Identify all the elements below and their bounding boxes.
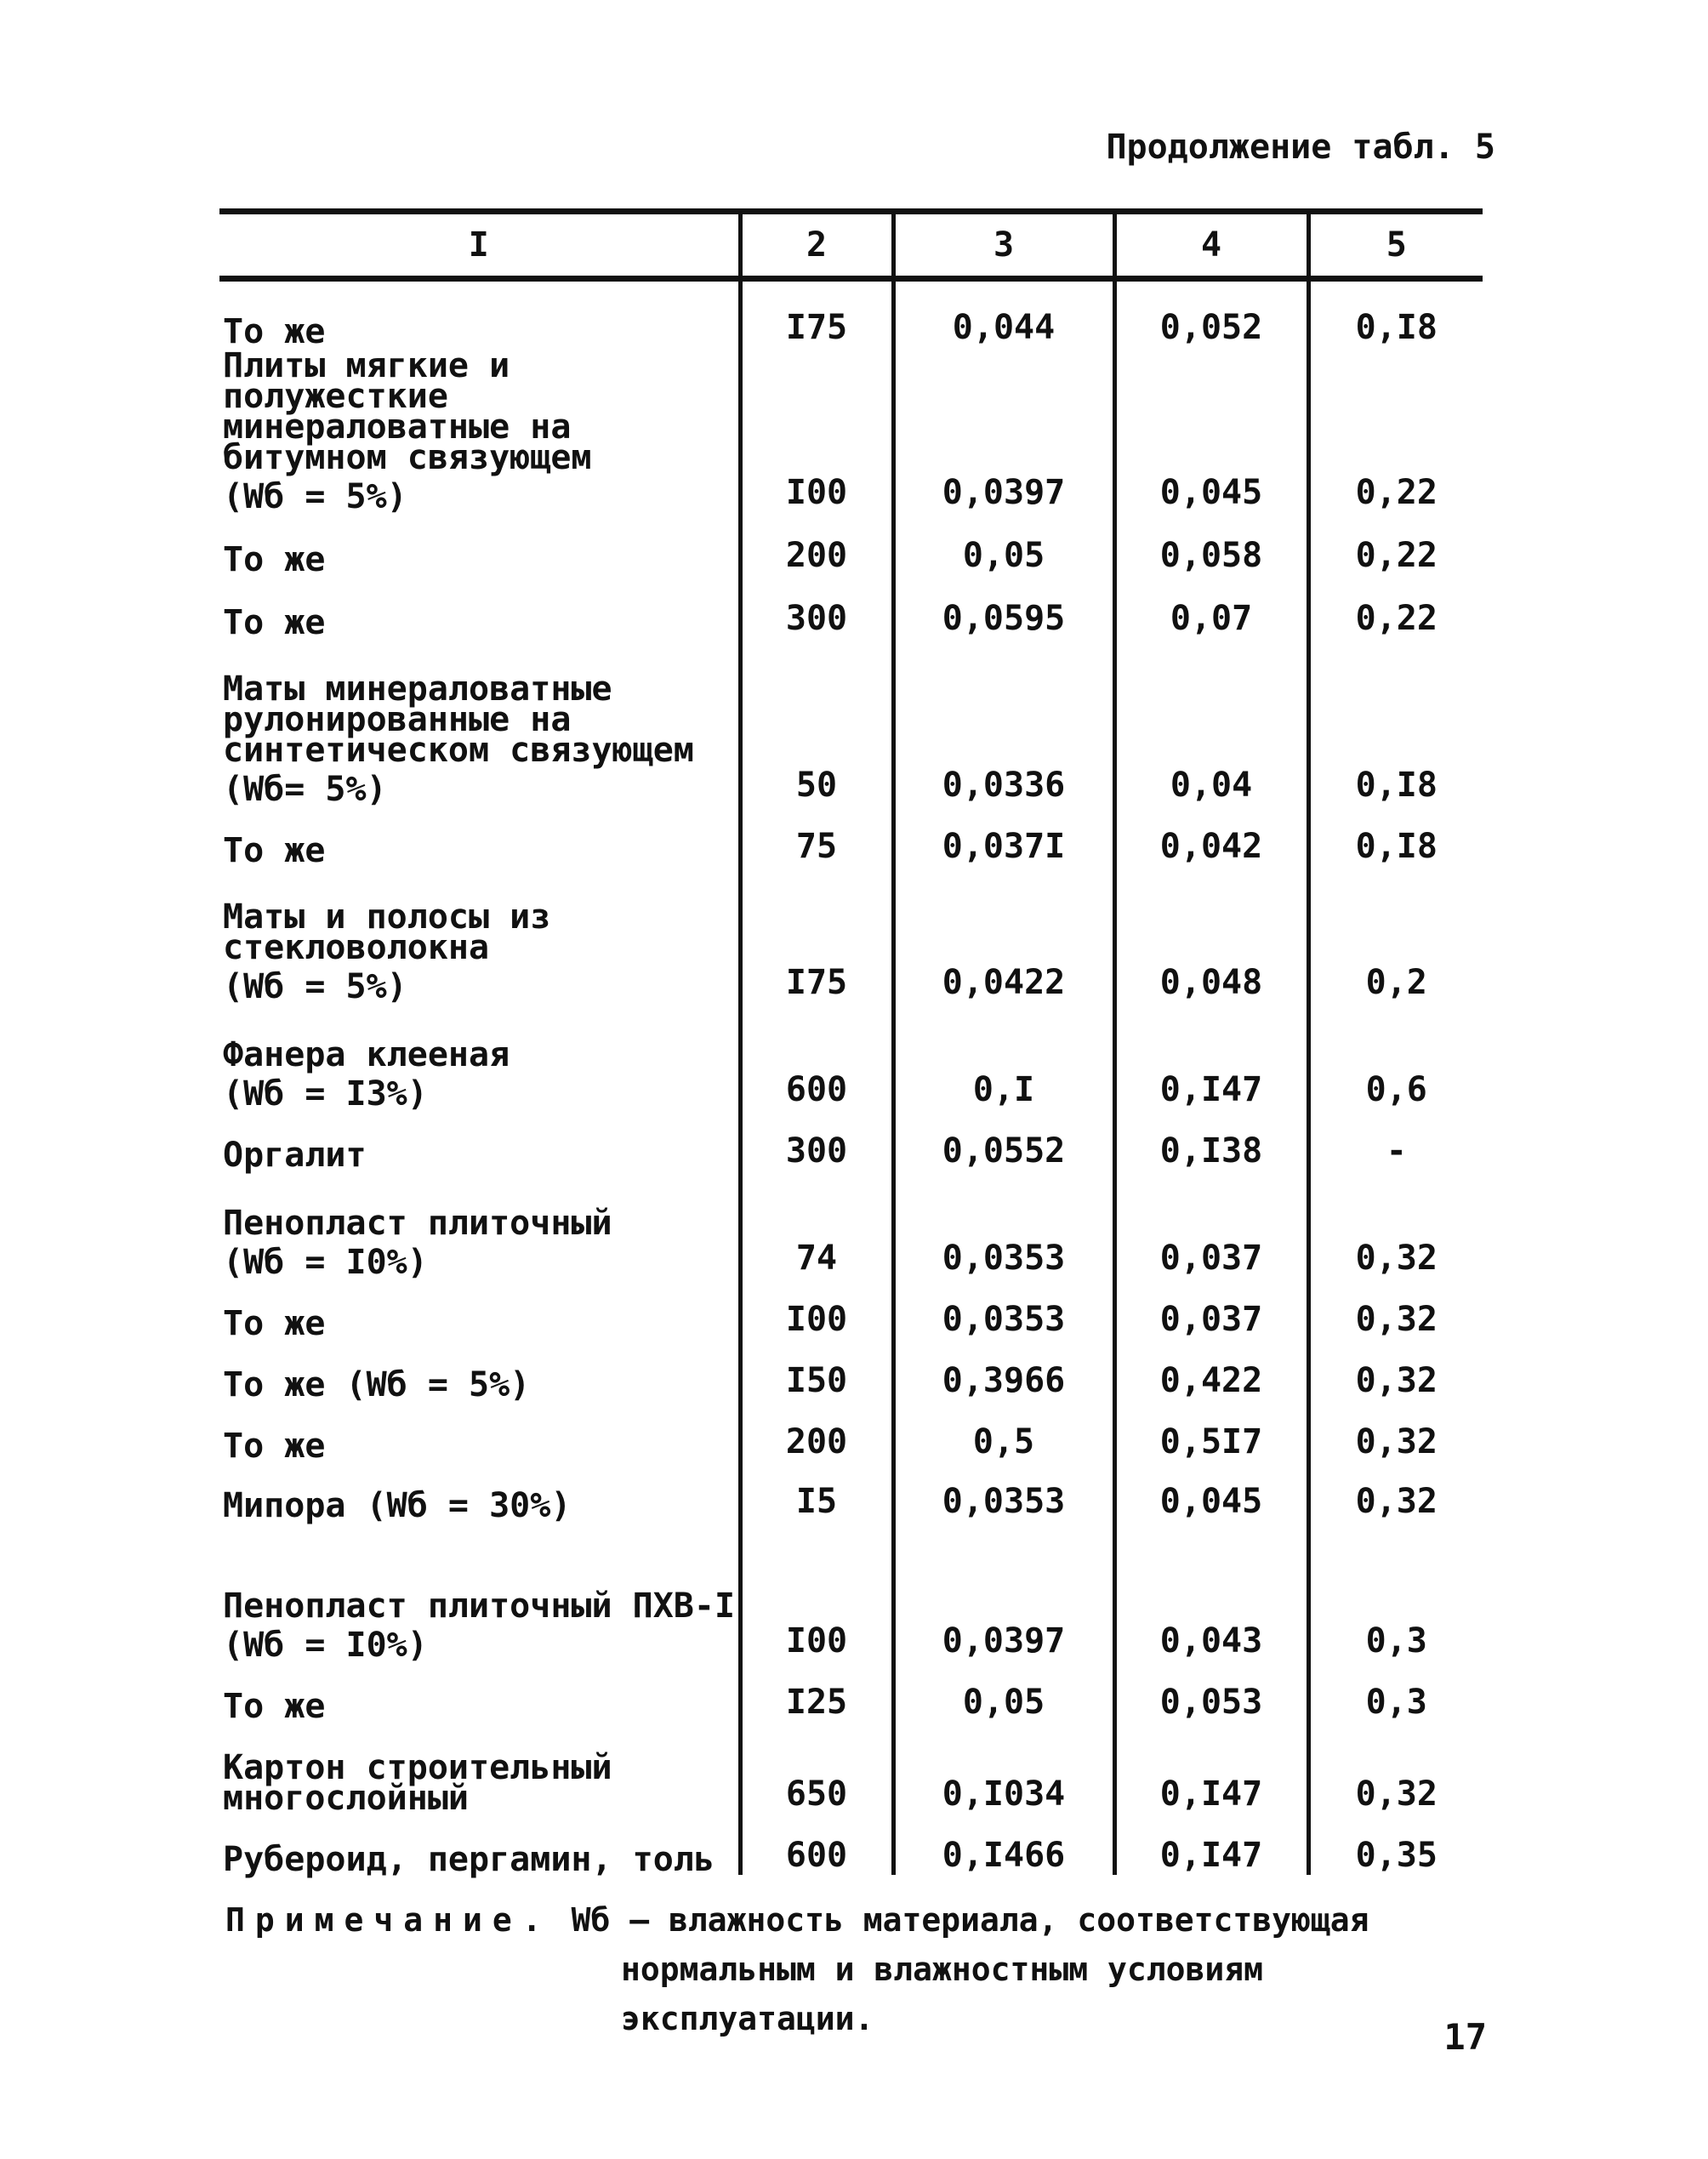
material-name-cell bbox=[219, 1814, 740, 1879]
table-row bbox=[219, 1661, 1483, 1722]
material-name: То же bbox=[223, 1686, 326, 1726]
value-cell-c4: 0,037 bbox=[1114, 1171, 1308, 1278]
material-name: Рубероид, пергамин, толь bbox=[223, 1839, 715, 1879]
value-cell-c4: 0,422 bbox=[1114, 1339, 1308, 1400]
material-name-cell bbox=[219, 1171, 740, 1282]
material-name: Плиты мягкие и полужесткие минераловатные на битумном связующем bbox=[223, 345, 592, 477]
moisture-condition: (Wб= 5%) bbox=[223, 769, 387, 809]
value-cell-c5: 0,22 bbox=[1308, 512, 1483, 575]
table-row bbox=[219, 1278, 1483, 1339]
table-row bbox=[219, 638, 1483, 805]
table-row bbox=[219, 1002, 1483, 1109]
value-cell-c3: 0,0353 bbox=[893, 1461, 1114, 1521]
value-cell-c2: I25 bbox=[740, 1661, 893, 1722]
moisture-condition: (Wб = 5%) bbox=[223, 476, 407, 516]
table-row bbox=[219, 347, 1483, 512]
table-row bbox=[219, 1461, 1483, 1521]
value-cell-c4: 0,048 bbox=[1114, 866, 1308, 1002]
value-cell-c5: 0,32 bbox=[1308, 1461, 1483, 1521]
value-cell-c2: I00 bbox=[740, 1278, 893, 1339]
value-cell-c3: 0,05 bbox=[893, 512, 1114, 575]
material-name-cell bbox=[219, 1400, 740, 1466]
column-header-2: 2 bbox=[740, 212, 893, 279]
table-row bbox=[219, 1339, 1483, 1400]
value-cell-c4: 0,I47 bbox=[1114, 1814, 1308, 1875]
value-cell-c4: 0,037 bbox=[1114, 1278, 1308, 1339]
value-cell-c5: 0,2 bbox=[1308, 866, 1483, 1002]
value-cell-c2: 200 bbox=[740, 512, 893, 575]
value-cell-c4: 0,053 bbox=[1114, 1661, 1308, 1722]
material-name: То же bbox=[223, 602, 326, 642]
value-cell-c5: 0,3 bbox=[1308, 1521, 1483, 1661]
table-row bbox=[219, 1400, 1483, 1461]
value-cell-c5: 0,I8 bbox=[1308, 638, 1483, 805]
material-name: Картон строительный многослойный bbox=[223, 1747, 612, 1818]
table-header-row bbox=[219, 212, 1483, 279]
moisture-condition: (Wб = 5%) bbox=[223, 966, 407, 1006]
value-cell-c3: 0,0595 bbox=[893, 575, 1114, 638]
material-name: То же bbox=[223, 1303, 326, 1343]
material-name-cell bbox=[219, 1722, 740, 1818]
value-cell-c4: 0,052 bbox=[1114, 279, 1308, 347]
value-cell-c3: 0,0353 bbox=[893, 1171, 1114, 1278]
column-header-1: I bbox=[468, 225, 489, 265]
table-row bbox=[219, 805, 1483, 866]
table-row bbox=[219, 1521, 1483, 1661]
note-label: Примечание. bbox=[225, 1901, 552, 1939]
value-cell-c3: 0,5 bbox=[893, 1400, 1114, 1461]
value-cell-c4: 0,I47 bbox=[1114, 1002, 1308, 1109]
value-cell-c3: 0,0552 bbox=[893, 1109, 1114, 1171]
value-cell-c2: I5 bbox=[740, 1461, 893, 1521]
note-line-2: нормальным и влажностным условиям эксплуатации. bbox=[621, 1951, 1263, 2037]
material-name-cell bbox=[219, 1109, 740, 1175]
value-cell-c3: 0,037I bbox=[893, 805, 1114, 866]
moisture-condition: (Wб = I0%) bbox=[223, 1625, 428, 1665]
value-cell-c2: 650 bbox=[740, 1722, 893, 1814]
value-cell-c5: 0,32 bbox=[1308, 1400, 1483, 1461]
value-cell-c4: 0,058 bbox=[1114, 512, 1308, 575]
page-number: 17 bbox=[1443, 2016, 1487, 2058]
value-cell-c2: I75 bbox=[740, 279, 893, 347]
value-cell-c2: 50 bbox=[740, 638, 893, 805]
material-name-cell bbox=[219, 866, 740, 1006]
material-name: Оргалит bbox=[223, 1135, 367, 1175]
value-cell-c5: 0,22 bbox=[1308, 575, 1483, 638]
value-cell-c5: 0,I8 bbox=[1308, 805, 1483, 866]
material-name: Маты и полосы из стекловолокна bbox=[223, 897, 551, 967]
table-row bbox=[219, 1171, 1483, 1278]
value-cell-c4: 0,5I7 bbox=[1114, 1400, 1308, 1461]
material-name-cell bbox=[219, 805, 740, 870]
value-cell-c5: 0,I8 bbox=[1308, 279, 1483, 347]
material-name: Фанера клееная bbox=[223, 1034, 510, 1074]
material-name: Мипора (Wб = 30%) bbox=[223, 1485, 572, 1525]
note-line-1: Wб – влажность материала, соответствующая bbox=[571, 1901, 1369, 1939]
table-row bbox=[219, 1814, 1483, 1875]
value-cell-c2: I75 bbox=[740, 866, 893, 1002]
table-row bbox=[219, 575, 1483, 638]
moisture-condition: (Wб = I0%) bbox=[223, 1242, 428, 1282]
material-name-cell bbox=[219, 575, 740, 642]
material-name: Пенопласт плиточный ПХВ-I bbox=[223, 1586, 736, 1626]
value-cell-c3: 0,0422 bbox=[893, 866, 1114, 1002]
value-cell-c4: 0,04 bbox=[1114, 638, 1308, 805]
material-name: То же bbox=[223, 539, 326, 579]
table-continuation-label: Продолжение табл. 5 bbox=[1106, 128, 1495, 167]
value-cell-c3: 0,0336 bbox=[893, 638, 1114, 805]
value-cell-c4: 0,I47 bbox=[1114, 1722, 1308, 1814]
value-cell-c3: 0,I034 bbox=[893, 1722, 1114, 1814]
value-cell-c5: 0,32 bbox=[1308, 1339, 1483, 1400]
value-cell-c3: 0,I466 bbox=[893, 1814, 1114, 1875]
table-note bbox=[225, 1895, 1518, 2043]
material-name-cell bbox=[219, 1002, 740, 1114]
table-row bbox=[219, 279, 1483, 347]
material-name-cell bbox=[219, 512, 740, 579]
moisture-condition: (Wб = I3%) bbox=[223, 1074, 428, 1114]
value-cell-c2: 200 bbox=[740, 1400, 893, 1461]
value-cell-c5: - bbox=[1308, 1109, 1483, 1171]
table-row bbox=[219, 512, 1483, 575]
material-name-cell bbox=[219, 638, 740, 809]
material-name-cell bbox=[219, 1661, 740, 1726]
material-name: Маты минераловатные рулонированные на синтетическом связующем bbox=[223, 669, 694, 770]
table-row bbox=[219, 1722, 1483, 1814]
value-cell-c4: 0,043 bbox=[1114, 1521, 1308, 1661]
value-cell-c2: I00 bbox=[740, 347, 893, 512]
value-cell-c3: 0,0353 bbox=[893, 1278, 1114, 1339]
value-cell-c3: 0,0397 bbox=[893, 1521, 1114, 1661]
value-cell-c3: 0,3966 bbox=[893, 1339, 1114, 1400]
table-body bbox=[219, 279, 1483, 1879]
value-cell-c4: 0,045 bbox=[1114, 347, 1308, 512]
value-cell-c4: 0,045 bbox=[1114, 1461, 1308, 1521]
value-cell-c3: 0,I bbox=[893, 1002, 1114, 1109]
material-name: То же (Wб = 5%) bbox=[223, 1364, 531, 1404]
value-cell-c4: 0,042 bbox=[1114, 805, 1308, 866]
material-name: То же bbox=[223, 1426, 326, 1466]
value-cell-c5: 0,6 bbox=[1308, 1002, 1483, 1109]
table-row bbox=[219, 1109, 1483, 1171]
column-header-3: 3 bbox=[893, 212, 1114, 279]
material-name: То же bbox=[223, 830, 326, 870]
material-name-cell bbox=[219, 1521, 740, 1665]
value-cell-c2: 300 bbox=[740, 575, 893, 638]
value-cell-c2: I00 bbox=[740, 1521, 893, 1661]
value-cell-c5: 0,22 bbox=[1308, 347, 1483, 512]
value-cell-c2: 600 bbox=[740, 1814, 893, 1875]
value-cell-c5: 0,32 bbox=[1308, 1278, 1483, 1339]
material-name: То же bbox=[223, 311, 326, 351]
material-name-cell bbox=[219, 1461, 740, 1525]
column-header-5: 5 bbox=[1308, 212, 1483, 279]
value-cell-c3: 0,044 bbox=[893, 279, 1114, 347]
value-cell-c3: 0,0397 bbox=[893, 347, 1114, 512]
value-cell-c3: 0,05 bbox=[893, 1661, 1114, 1722]
value-cell-c4: 0,I38 bbox=[1114, 1109, 1308, 1171]
material-name-cell bbox=[219, 1278, 740, 1343]
material-name: Пенопласт плиточный bbox=[223, 1203, 612, 1243]
value-cell-c5: 0,32 bbox=[1308, 1722, 1483, 1814]
value-cell-c5: 0,35 bbox=[1308, 1814, 1483, 1875]
value-cell-c2: 600 bbox=[740, 1002, 893, 1109]
material-name-cell bbox=[219, 279, 740, 351]
value-cell-c2: 75 bbox=[740, 805, 893, 866]
material-name-cell bbox=[219, 345, 740, 516]
value-cell-c2: 74 bbox=[740, 1171, 893, 1278]
material-name-cell bbox=[219, 1339, 740, 1404]
data-table bbox=[219, 208, 1483, 1879]
value-cell-c5: 0,3 bbox=[1308, 1661, 1483, 1722]
value-cell-c4: 0,07 bbox=[1114, 575, 1308, 638]
column-header-4: 4 bbox=[1114, 212, 1308, 279]
value-cell-c2: I50 bbox=[740, 1339, 893, 1400]
value-cell-c2: 300 bbox=[740, 1109, 893, 1171]
table-row bbox=[219, 866, 1483, 1002]
value-cell-c5: 0,32 bbox=[1308, 1171, 1483, 1278]
